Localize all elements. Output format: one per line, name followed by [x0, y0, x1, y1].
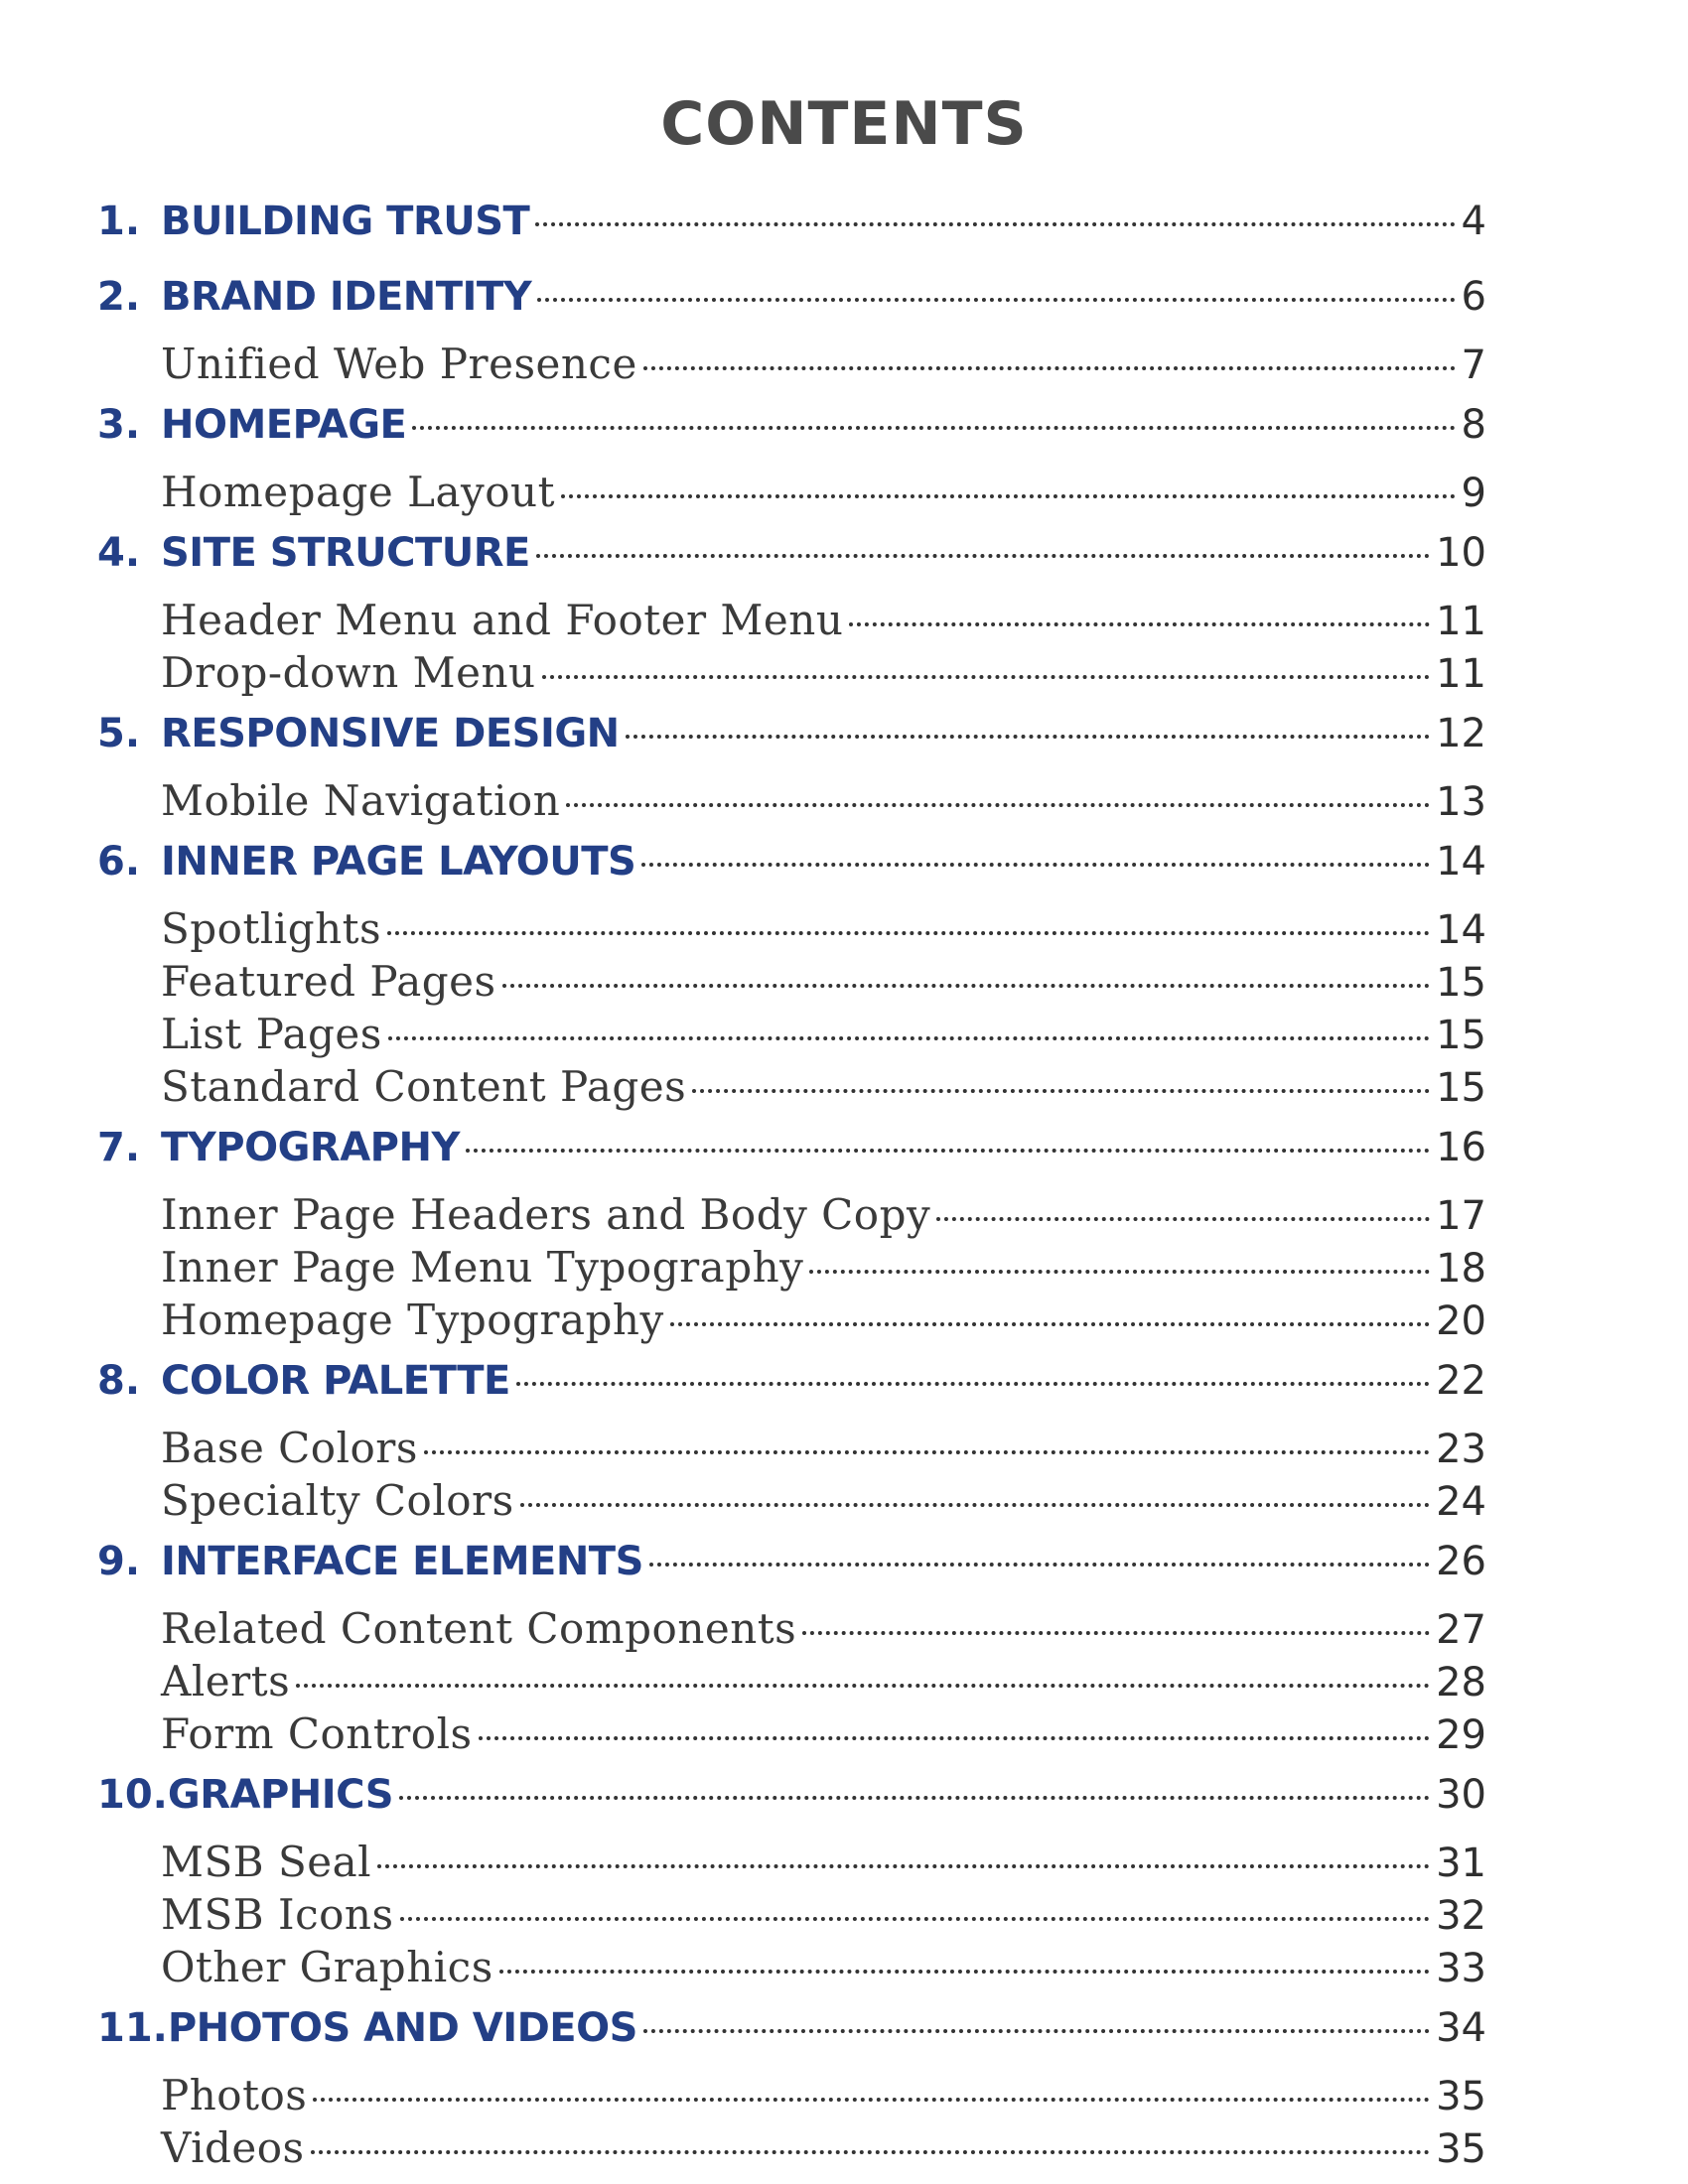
dot-leader	[535, 222, 1455, 226]
section-number: 11.	[97, 2005, 168, 2051]
dot-leader	[412, 426, 1455, 430]
section-title: INTERFACE ELEMENTS	[161, 1539, 643, 1584]
section-page-number: 6	[1461, 274, 1486, 320]
dot-leader	[542, 675, 1430, 679]
toc-subsection-entry[interactable]	[97, 1838, 1486, 1890]
toc-section-entry[interactable]	[97, 1539, 1486, 1604]
dot-leader	[313, 2098, 1430, 2102]
toc-section-entry[interactable]	[97, 2005, 1486, 2071]
toc-section-entry[interactable]	[97, 402, 1486, 468]
subsection-page-number: 15	[1436, 960, 1486, 1006]
subsection-title: Header Menu and Footer Menu	[161, 596, 844, 644]
toc-section-entry[interactable]	[97, 1772, 1486, 1838]
subsection-title: Form Controls	[161, 1709, 473, 1758]
dot-leader	[537, 298, 1455, 302]
dot-leader	[809, 1270, 1430, 1274]
dot-leader	[802, 1631, 1430, 1635]
toc-subsection-entry[interactable]	[97, 340, 1486, 392]
toc-subsection-entry[interactable]	[97, 596, 1486, 648]
toc-subsection-entry[interactable]	[97, 957, 1486, 1010]
section-title: TYPOGRAPHY	[161, 1125, 460, 1170]
section-page-number: 4	[1461, 199, 1486, 244]
subsection-title: Homepage Layout	[161, 468, 555, 516]
subsection-title: Spotlights	[161, 904, 382, 953]
section-title: SITE STRUCTURE	[161, 530, 530, 576]
dot-leader	[399, 1796, 1430, 1800]
dot-leader	[561, 494, 1456, 498]
dot-leader	[466, 1149, 1430, 1153]
dot-leader	[502, 984, 1431, 988]
subsection-page-number: 27	[1436, 1607, 1486, 1653]
dot-leader	[424, 1450, 1430, 1454]
toc-subsection-entry[interactable]	[97, 1709, 1486, 1762]
subsection-page-number: 20	[1436, 1298, 1486, 1344]
section-page-number: 30	[1436, 1772, 1486, 1818]
table-of-contents	[97, 199, 1486, 2176]
toc-subsection-entry[interactable]	[97, 1296, 1486, 1348]
section-number: 6.	[97, 839, 141, 885]
subsection-page-number: 23	[1436, 1427, 1486, 1472]
subsection-title: Drop-down Menu	[161, 648, 536, 697]
section-number: 1.	[97, 199, 141, 244]
toc-subsection-entry[interactable]	[97, 468, 1486, 520]
subsection-page-number: 35	[1436, 2074, 1486, 2119]
subsection-title: Unified Web Presence	[161, 340, 637, 388]
subsection-page-number: 32	[1436, 1893, 1486, 1939]
subsection-title: Photos	[161, 2071, 308, 2119]
toc-subsection-entry[interactable]	[97, 1190, 1486, 1243]
section-number: 10.	[97, 1772, 168, 1818]
subsection-title: Videos	[161, 2123, 305, 2172]
dot-leader	[849, 622, 1430, 626]
dot-leader	[641, 863, 1430, 867]
subsection-page-number: 9	[1461, 471, 1486, 516]
page-title: CONTENTS	[660, 89, 1028, 159]
toc-subsection-entry[interactable]	[97, 1604, 1486, 1657]
dot-leader	[566, 803, 1430, 807]
subsection-page-number: 13	[1436, 779, 1486, 825]
dot-leader	[400, 1917, 1431, 1921]
subsection-title: List Pages	[161, 1010, 382, 1058]
dot-leader	[296, 1684, 1430, 1688]
toc-subsection-entry[interactable]	[97, 1424, 1486, 1476]
toc-subsection-entry[interactable]	[97, 1657, 1486, 1709]
toc-section-entry[interactable]	[97, 839, 1486, 904]
dot-leader	[388, 1036, 1430, 1040]
dot-leader	[670, 1322, 1430, 1326]
dot-leader	[516, 1382, 1430, 1386]
subsection-page-number: 14	[1436, 907, 1486, 953]
section-title: PHOTOS AND VIDEOS	[167, 2005, 637, 2051]
subsection-page-number: 15	[1436, 1013, 1486, 1058]
dot-leader	[936, 1217, 1430, 1221]
subsection-title: Other Graphics	[161, 1943, 493, 1991]
subsection-title: Homepage Typography	[161, 1296, 664, 1344]
subsection-title: Alerts	[161, 1657, 291, 1706]
section-page-number: 14	[1436, 839, 1486, 885]
toc-subsection-entry[interactable]	[97, 1943, 1486, 1995]
dot-leader	[536, 554, 1430, 558]
toc-subsection-entry[interactable]	[97, 904, 1486, 957]
subsection-title: Featured Pages	[161, 957, 496, 1006]
subsection-title: Related Content Components	[161, 1604, 797, 1653]
dot-leader	[626, 735, 1430, 739]
subsection-page-number: 24	[1436, 1479, 1486, 1525]
subsection-page-number: 35	[1436, 2126, 1486, 2172]
section-page-number: 8	[1461, 402, 1486, 448]
section-page-number: 34	[1436, 2005, 1486, 2051]
toc-subsection-entry[interactable]	[97, 1010, 1486, 1062]
dot-leader	[520, 1503, 1430, 1507]
subsection-page-number: 18	[1436, 1246, 1486, 1292]
dot-leader	[499, 1970, 1430, 1974]
section-number: 8.	[97, 1358, 141, 1404]
toc-subsection-entry[interactable]	[97, 1476, 1486, 1529]
subsection-page-number: 15	[1436, 1065, 1486, 1111]
toc-subsection-entry[interactable]	[97, 2071, 1486, 2123]
toc-section-entry[interactable]	[97, 1125, 1486, 1190]
subsection-page-number: 11	[1436, 651, 1486, 697]
subsection-title: Inner Page Headers and Body Copy	[161, 1190, 931, 1239]
dot-leader	[387, 931, 1430, 935]
section-title: BRAND IDENTITY	[161, 274, 532, 320]
section-title: HOMEPAGE	[161, 402, 407, 448]
subsection-title: MSB Icons	[161, 1890, 394, 1939]
subsection-title: MSB Seal	[161, 1838, 372, 1886]
section-number: 4.	[97, 530, 141, 576]
dot-leader	[643, 2029, 1430, 2033]
toc-section-entry[interactable]	[97, 1358, 1486, 1424]
section-title: INNER PAGE LAYOUTS	[161, 839, 636, 885]
subsection-title: Inner Page Menu Typography	[161, 1243, 804, 1292]
section-page-number: 16	[1436, 1125, 1486, 1170]
dot-leader	[692, 1089, 1430, 1093]
toc-subsection-entry[interactable]	[97, 648, 1486, 701]
toc-subsection-entry[interactable]	[97, 1890, 1486, 1943]
subsection-page-number: 11	[1436, 599, 1486, 644]
section-number: 2.	[97, 274, 141, 320]
toc-section-entry[interactable]	[97, 274, 1486, 340]
section-title: COLOR PALETTE	[161, 1358, 510, 1404]
toc-section-entry[interactable]	[97, 199, 1486, 264]
section-number: 7.	[97, 1125, 141, 1170]
section-title: GRAPHICS	[167, 1772, 394, 1818]
dot-leader	[377, 1864, 1430, 1868]
dot-leader	[311, 2150, 1430, 2154]
toc-subsection-entry[interactable]	[97, 1243, 1486, 1296]
section-title: RESPONSIVE DESIGN	[161, 711, 620, 756]
subsection-page-number: 7	[1461, 342, 1486, 388]
subsection-title: Base Colors	[161, 1424, 418, 1472]
section-page-number: 10	[1436, 530, 1486, 576]
toc-subsection-entry[interactable]	[97, 2123, 1486, 2176]
subsection-page-number: 28	[1436, 1660, 1486, 1706]
section-number: 3.	[97, 402, 141, 448]
dot-leader	[649, 1563, 1430, 1567]
section-number: 9.	[97, 1539, 141, 1584]
subsection-page-number: 33	[1436, 1946, 1486, 1991]
subsection-title: Standard Content Pages	[161, 1062, 687, 1111]
toc-section-entry[interactable]	[97, 530, 1486, 596]
section-page-number: 26	[1436, 1539, 1486, 1584]
section-page-number: 12	[1436, 711, 1486, 756]
section-number: 5.	[97, 711, 141, 756]
dot-leader	[479, 1736, 1431, 1740]
dot-leader	[643, 366, 1456, 370]
subsection-page-number: 29	[1436, 1712, 1486, 1758]
toc-subsection-entry[interactable]	[97, 1062, 1486, 1115]
subsection-page-number: 31	[1436, 1841, 1486, 1886]
subsection-title: Specialty Colors	[161, 1476, 514, 1525]
section-page-number: 22	[1436, 1358, 1486, 1404]
subsection-title: Mobile Navigation	[161, 776, 561, 825]
toc-subsection-entry[interactable]	[97, 776, 1486, 829]
toc-section-entry[interactable]	[97, 711, 1486, 776]
subsection-page-number: 17	[1436, 1193, 1486, 1239]
section-title: BUILDING TRUST	[161, 199, 530, 244]
